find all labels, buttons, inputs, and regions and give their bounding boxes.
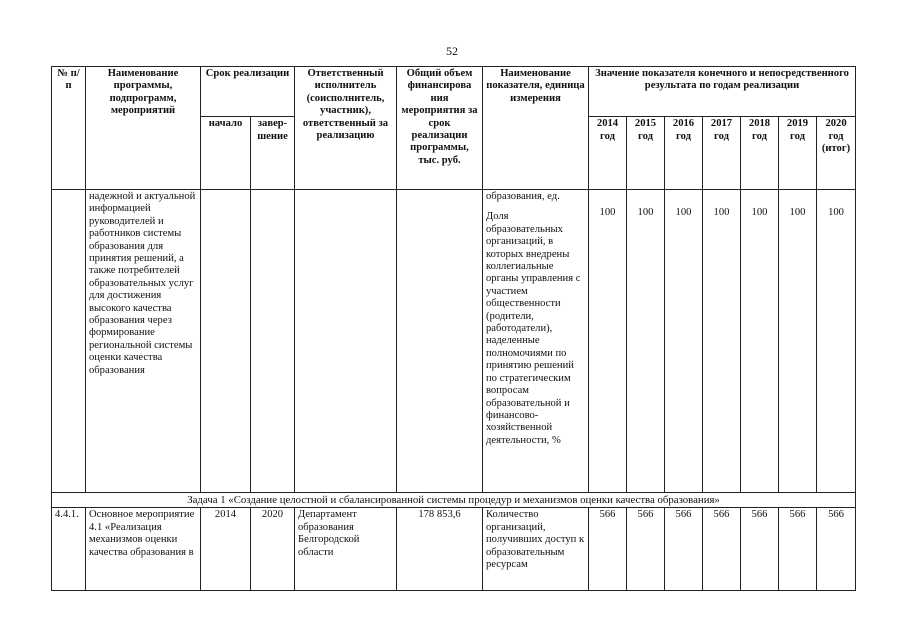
value-cell: 566 [779,508,817,591]
header-year: 2018 год [741,117,779,190]
value-cell: 100 [703,190,741,493]
header-start: начало [201,117,251,190]
task-row [52,493,856,508]
header-year: 2015 год [627,117,665,190]
value-cell: 566 [589,508,627,591]
table-row [52,508,856,591]
header-year: 2016 год [665,117,703,190]
value-cell: 566 [817,508,856,591]
header-responsible: Ответственный исполнитель (соисполнитель, участник), ответственный за реализацию [295,67,397,190]
value-cell: 100 [589,190,627,493]
header-end: завер-шение [251,117,295,190]
header-row-1 [52,67,856,117]
indicator-text: Доля образовательных организаций, в которых внедрены коллегиальные органы управления с участием общественности (родители, работодатели), наделенные полномочиями по принятию решений по стратегическим вопросам образовательной и финансово-хозяйственной деятельности, % [486,211,581,446]
table-row [52,190,856,493]
header-year: 2017 год [703,117,741,190]
value-cell: 100 [779,190,817,493]
header-period: Срок реализации [201,67,295,117]
header-financing: Общий объем финансирова ния мероприятия за срок реализации программы, тыс. руб. [397,67,483,190]
program-table [51,66,856,591]
end-year: 2020 [251,508,295,591]
task-title: Задача 1 «Создание целостной и сбалансированной системы процедур и механизмов оценки качества образования» [52,493,856,508]
financing-cell: 178 853,6 [397,508,483,591]
value-cell: 100 [627,190,665,493]
indicator-prev-text: образования, ед. [486,191,560,202]
header-year: 2020 год (итог) [817,117,856,190]
value-cell: 100 [817,190,856,493]
value-cell: 566 [665,508,703,591]
page-number: 52 [446,44,458,58]
indicator-cell: Количество организаций, получивших доступ к образовательным ресурсам [483,508,589,591]
header-name: Наименование программы, подпрограмм, мероприятий [86,67,201,190]
value-cell: 566 [703,508,741,591]
start-year: 2014 [201,508,251,591]
header-year: 2014 год [589,117,627,190]
value-cell: 100 [665,190,703,493]
value-cell: 566 [627,508,665,591]
header-values-group: Значение показателя конечного и непосредственного результата по годам реализации [589,67,856,117]
measure-name-cell: надежной и актуальной информацией руководителей и работников системы образования для принятия решений, а также потребителей образовательных услуг для достижения высокого качества образования через формирование региональной системы оценки качества образования [86,190,201,493]
header-year: 2019 год [779,117,817,190]
header-indicator: Наименование показателя, единица измерения [483,67,589,190]
value-cell: 100 [741,190,779,493]
indicator-cell [483,190,589,493]
measure-number: 4.4.1. [52,508,86,591]
measure-name-cell: Основное мероприятие 4.1 «Реализация механизмов оценки качества образования в [86,508,201,591]
responsible-cell: Департамент образования Белгородской области [295,508,397,591]
header-num: № п/п [52,67,86,190]
value-cell: 566 [741,508,779,591]
